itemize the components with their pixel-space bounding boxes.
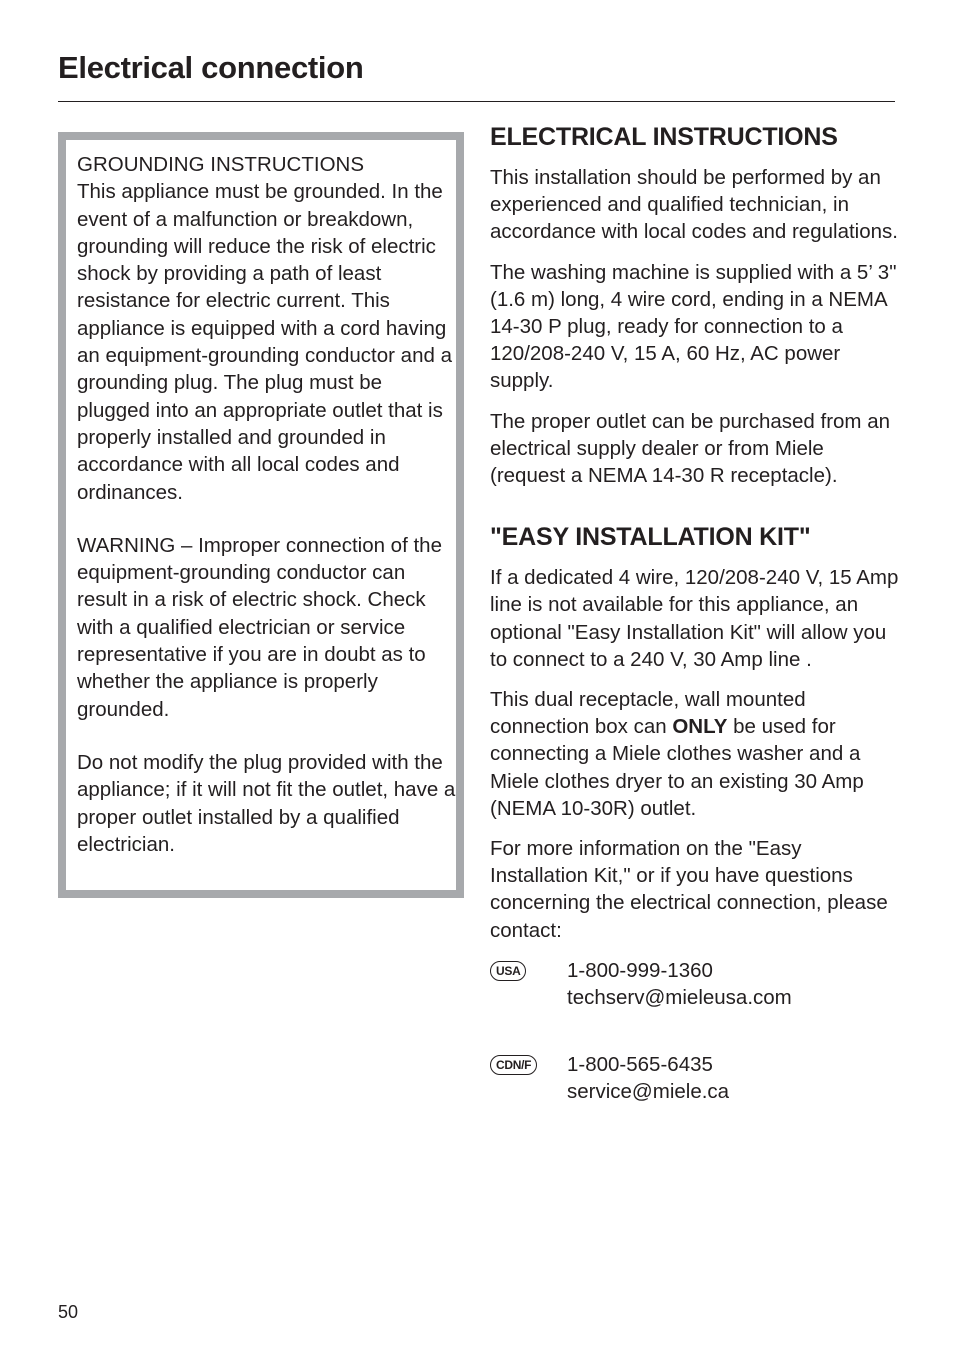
installer-paragraph: This installation should be performed by an experienced and qualified technician, in accordance with local codes and regulations. <box>490 166 898 244</box>
main-column <box>490 122 900 1111</box>
title-divider <box>58 101 895 102</box>
easy-kit-paragraph: If a dedicated 4 wire, 120/208-240 V, 15 Amp line is not available for this appliance, an optional "Easy Installation Kit" will allow you to connect to a 240 V, 30 Amp line . <box>490 566 899 671</box>
cdn-badge-icon: CDN/F <box>490 1055 537 1075</box>
usa-email: techserv@mieleusa.com <box>567 986 792 1010</box>
grounding-heading: GROUNDING INSTRUCTIONS <box>77 153 364 176</box>
only-emphasis: ONLY <box>672 715 728 739</box>
grounding-body: This appliance must be grounded. In the event of a malfunction or breakdown, grounding will reduce the risk of electric shock by providing a path of least resistance for electric current. This appliance is equipped with a cord having an equipment-grounding conductor and a grounding plug. The plug must be plugged into an appropriate outlet that is properly installed and grounded in accordance with all local codes and ordinances. <box>77 180 452 504</box>
receptacle-paragraph <box>490 686 900 822</box>
canada-phone: 1-800-565-6435 <box>567 1052 713 1076</box>
improper-connection-warning: WARNING – Improper connection of the equipment-grounding conductor can result in a risk of electric shock. Check with a qualified electrician or service representative if you are in doubt as to whether the appliance is properly grounded. <box>77 533 442 721</box>
warning-text <box>77 151 457 858</box>
outlet-paragraph: The proper outlet can be purchased from an electrical supply dealer or from Miele (request a NEMA 14-30 R receptacle). <box>490 409 890 488</box>
electrical-instructions-heading: ELECTRICAL INSTRUCTIONS <box>490 123 838 151</box>
easy-kit-heading: "EASY INSTALLATION KIT" <box>490 523 811 552</box>
power-cord-paragraph: The washing machine is supplied with a 5’ 3" (1.6 m) long, 4 wire cord, ending in a NEMA 14-30 P plug, ready for connection to a 120/208-240 V, 15 A, 60 Hz, AC power supply. <box>490 260 897 393</box>
usa-badge-icon: USA <box>490 961 526 981</box>
contact-usa <box>490 957 900 1017</box>
receptacle-text-end: be used for connecting a Miele clothes washer and a Miele clothes dryer to an existing 30 Amp (NEMA 10-30R) outlet. <box>490 715 864 820</box>
page-number: 50 <box>58 1302 79 1322</box>
grounding-warning-box <box>58 132 464 898</box>
receptacle-text-start: This dual receptacle, wall mounted connection box can <box>490 688 806 739</box>
page-title: Electrical connection <box>58 50 364 85</box>
usa-contact-details <box>567 957 792 1011</box>
canada-email: service@miele.ca <box>567 1080 730 1104</box>
contact-intro-paragraph: For more information on the "Easy Installation Kit," or if you have questions concerning the electrical connection, please contact: <box>490 837 888 942</box>
usa-phone: 1-800-999-1360 <box>567 958 713 982</box>
plug-modification-note: Do not modify the plug provided with the appliance; if it will not fit the outlet, have a proper outlet installed by a qualified electrician. <box>77 750 456 856</box>
contact-canada <box>490 1051 900 1111</box>
canada-contact-details <box>567 1051 729 1105</box>
grounding-paragraph <box>77 151 457 506</box>
